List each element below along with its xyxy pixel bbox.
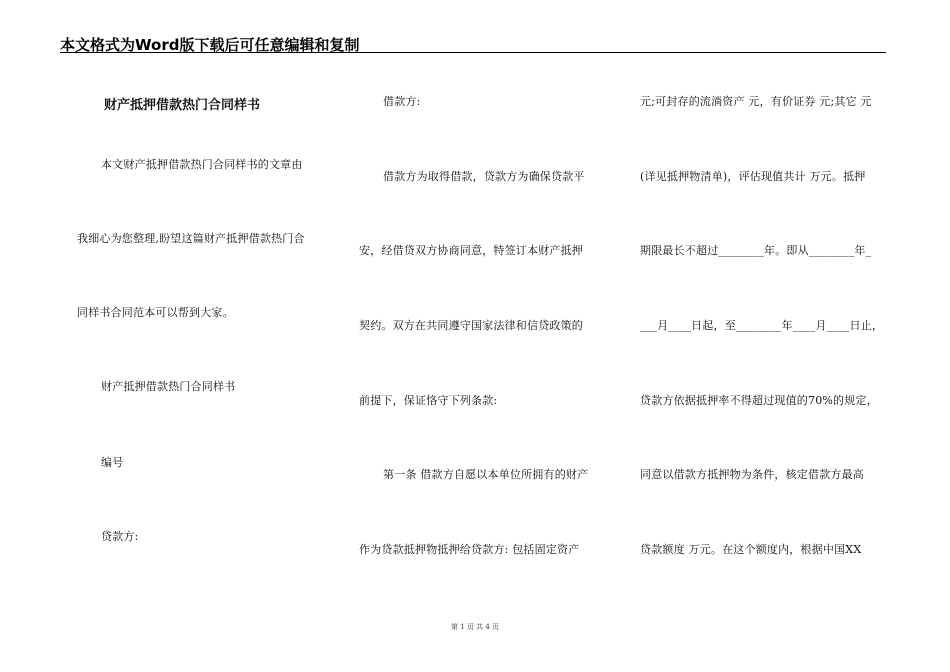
text-line: ___月____日起，至________年____月____日止， bbox=[640, 319, 884, 332]
text-line: 借款方: bbox=[383, 95, 421, 108]
text-line: 贷款方: bbox=[101, 530, 139, 543]
text-line: 编号 bbox=[101, 456, 124, 469]
text-line: 同意以借款方抵押物为条件，核定借款方最高 bbox=[640, 468, 864, 481]
text-line: 同样书合同范本可以帮到大家。 bbox=[77, 306, 234, 319]
text-line: 第一条 借款方自愿以本单位所拥有的财产 bbox=[383, 468, 589, 481]
text-line: 借款方为取得借款，贷款方为确保贷款平 bbox=[383, 170, 585, 183]
document-title: 财产抵押借款热门合同样书 bbox=[104, 98, 261, 113]
document-header: 本文格式为Word版下载后可任意编辑和复制 bbox=[60, 36, 360, 54]
text-line: 贷款额度 万元。在这个额度内，根据中国XX bbox=[640, 543, 862, 556]
text-line: 期限最长不超过________年。即从________年_ bbox=[640, 244, 872, 257]
header-rule bbox=[60, 52, 886, 53]
text-line: 契约。双方在共同遵守国家法律和信贷政策的 bbox=[359, 319, 583, 332]
text-line: 安，经借贷双方协商同意，特签订本财产抵押 bbox=[359, 244, 583, 257]
text-line: 本文财产抵押借款热门合同样书的文章由 bbox=[101, 158, 303, 171]
page-number: 第 1 页 共 4 页 bbox=[450, 623, 500, 631]
text-line: 贷款方依据抵押率不得超过现值的70%的规定， bbox=[640, 394, 878, 407]
text-line: 前提下，保证恪守下列条款: bbox=[359, 394, 498, 407]
text-line: 财产抵押借款热门合同样书 bbox=[101, 380, 236, 393]
text-line: 作为贷款抵押物抵押给贷款方: 包括固定资产 bbox=[359, 543, 580, 556]
text-line: 元;可封存的流淌资产 元，有价证券 元;其它 元 bbox=[640, 95, 872, 108]
text-line: (详见抵押物清单)，评估现值共计 万元。抵押 bbox=[640, 170, 866, 183]
text-line: 我细心为您整理,盼望这篇财产抵押借款热门合 bbox=[77, 232, 305, 245]
